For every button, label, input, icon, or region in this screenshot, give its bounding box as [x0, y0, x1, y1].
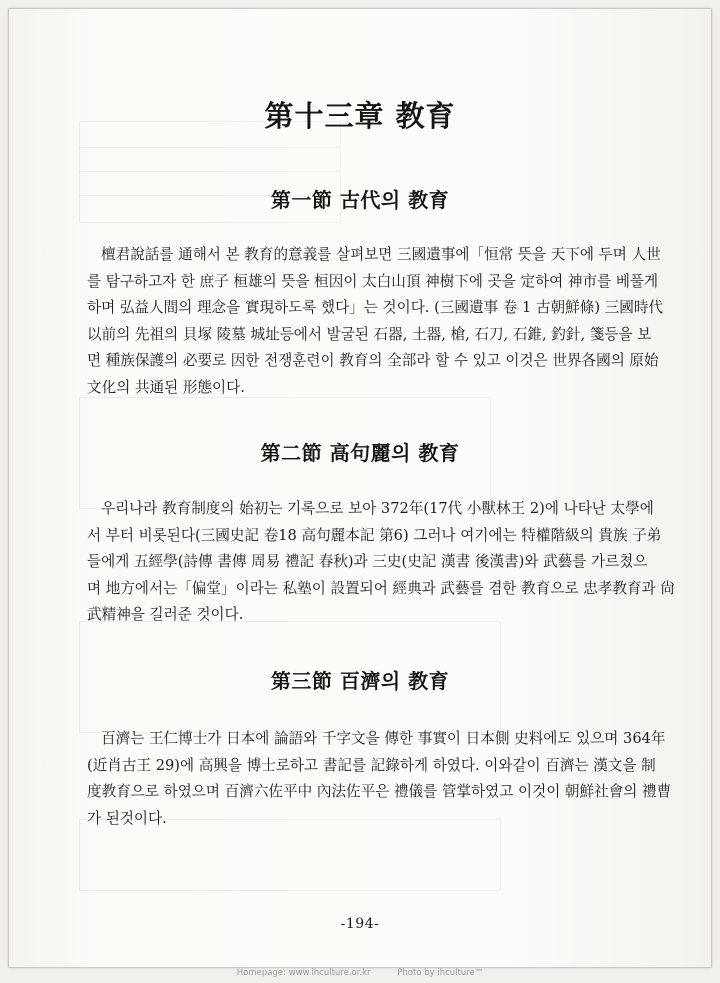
section-title: 第二節 高句麗의 教育 [260, 441, 460, 465]
chapter-title: 第十三章 教育 [264, 99, 456, 133]
section-paragraph [87, 242, 677, 402]
section-paragraph [87, 726, 677, 832]
text-line: 百濟는 王仁博士가 日本에 論語와 千字文을 傳한 事實이 日本側 史料에도 있으며 364年 [101, 730, 666, 747]
footer-photo-credit: Photo by ihculture™ [397, 968, 484, 978]
footer-credits [0, 968, 720, 978]
text-line: 檀君說話를 通해서 본 教育的意義를 살펴보면 三國遺事에「恒常 뜻을 天下에 두며 人世 [101, 246, 661, 263]
text-line: 武精神을 길러준 것이다. [87, 606, 244, 624]
text-line: 우리나라 教育制度의 始初는 기록으로 보아 372年(17代 小獸林王 2)에 나타난 太學에 [101, 500, 654, 517]
page-frame [8, 8, 712, 968]
section-title: 第三節 百濟의 教育 [270, 669, 450, 693]
page-number: -194- [340, 916, 380, 932]
text-line: 를 탐구하고자 한 庶子 桓雄의 뜻을 桓因이 太白山頂 神樹下에 곳을 定하여 神市를 베풀게 [87, 272, 659, 290]
section-paragraph [87, 496, 677, 629]
text-line: 면 種族保護의 必要로 因한 전쟁훈련이 教育의 全部라 할 수 있고 이것은 世界各國의 原始 [87, 352, 659, 370]
show-through-line [79, 171, 339, 172]
text-line: (近肖古王 29)에 高興을 博士로하고 書記를 記錄하게 하였다. 이와같이 百濟는 漢文을 制 [87, 756, 656, 774]
text-line: 하며 弘益人間의 理念을 實現하도록 했다」는 것이다. (三國遺事 卷 1 古朝鮮條) 三國時代 [87, 299, 664, 317]
text-line: 以前의 先祖의 貝塚 陵墓 城址등에서 발굴된 石器, 土器, 槍, 石刀, 石錐, 釣針, 箋등을 보 [87, 325, 652, 343]
text-line: 들에게 五經學(詩傳 書傳 周易 禮記 春秋)과 三史(史記 漢書 後漢書)와 武藝를 가르쳤으 [87, 553, 648, 571]
text-line: 서 부터 비롯된다(三國史記 卷18 高句麗本記 第6) 그러나 여기에는 特權階級의 貴族 子弟 [87, 526, 662, 544]
footer-homepage: Homepage: www.ihculture.or.kr [236, 968, 371, 978]
show-through-line [79, 147, 339, 148]
text-line: 文化의 共通된 形態이다. [87, 378, 245, 396]
text-line: 며 地方에서는「偏堂」이라는 私塾이 設置되어 經典과 武藝를 겸한 教育으로 忠孝教育과 尙 [87, 579, 675, 597]
text-line: 가 된것이다. [87, 809, 167, 827]
document-page [9, 9, 711, 967]
section-title: 第一節 古代의 教育 [270, 188, 450, 212]
text-line: 度教育으로 하였으며 百濟六佐平中 內法佐平은 禮儀를 管掌하였고 이것이 朝鮮社會의 禮曹 [87, 783, 672, 801]
